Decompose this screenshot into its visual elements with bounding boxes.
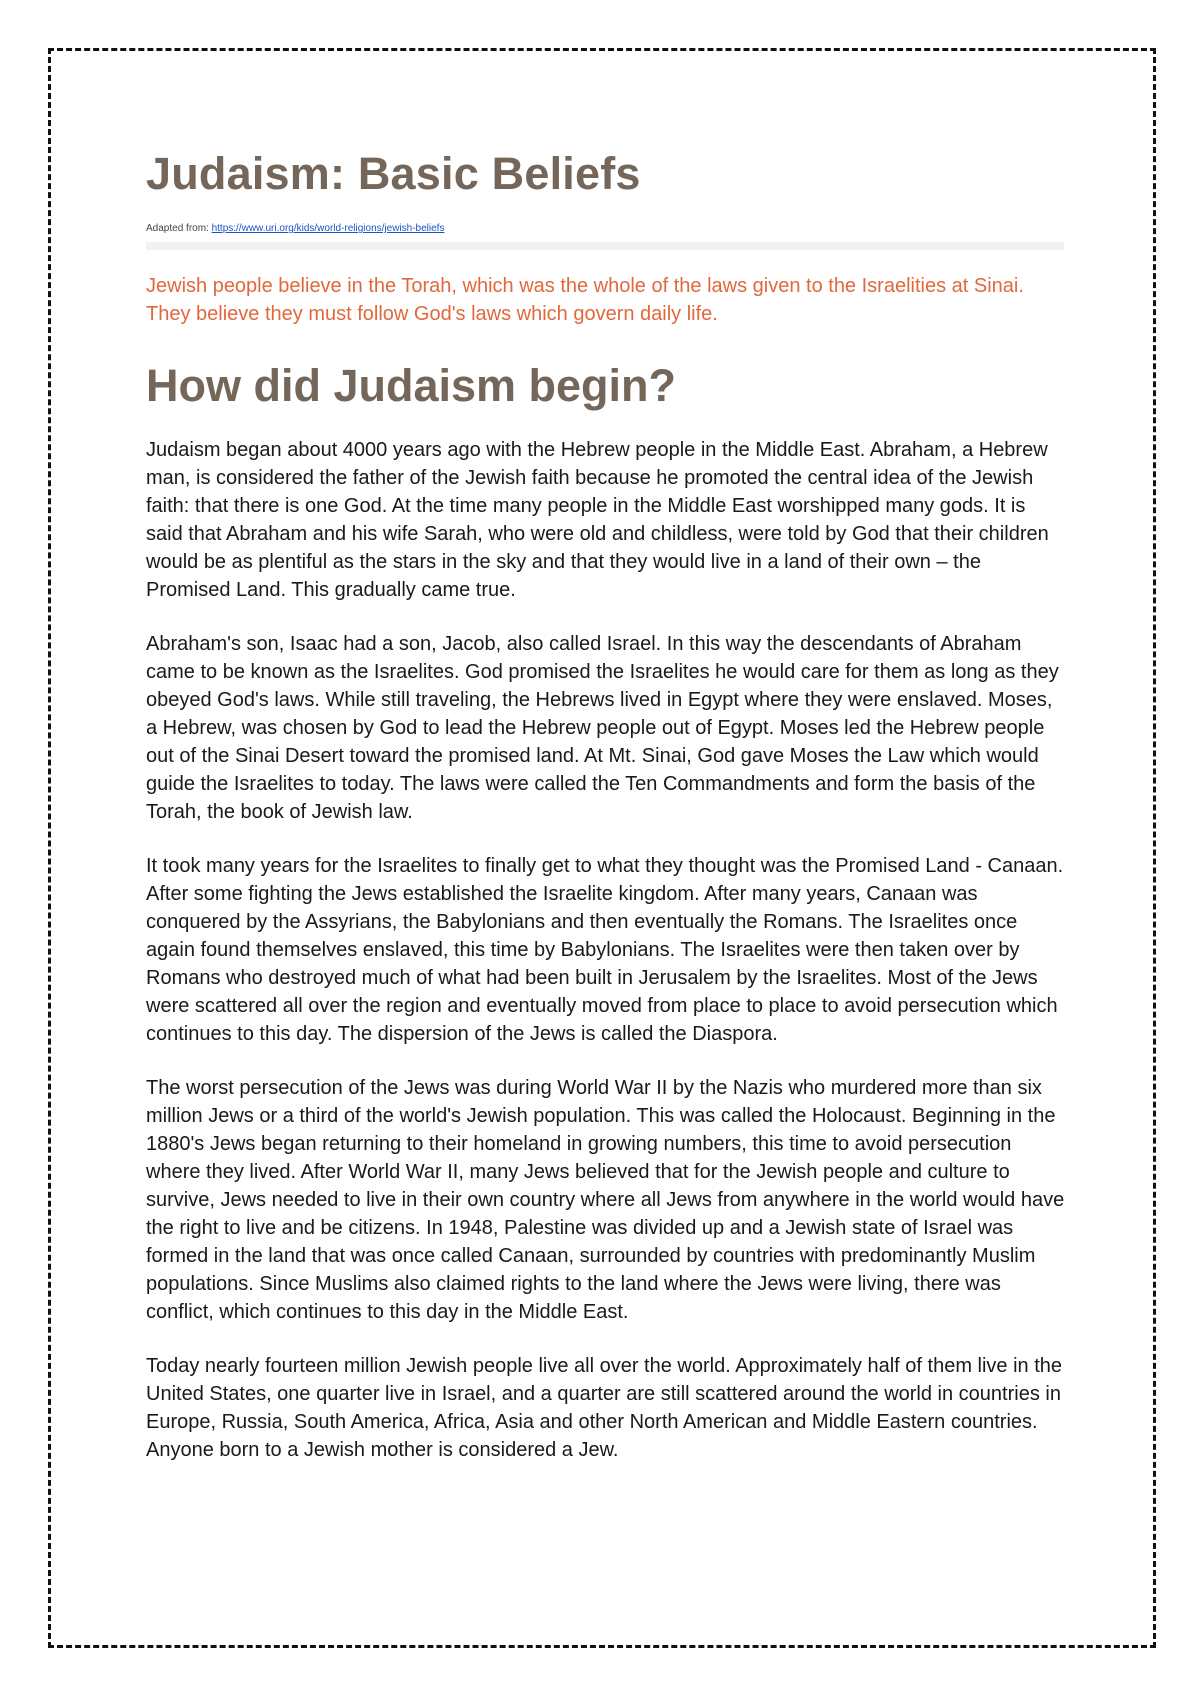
body-paragraph-5: Today nearly fourteen million Jewish people live all over the world. Approximately half of them live in the United States, one quarter live in Israel, and a quarter are still scattered around the world in countries in Europe, Russia, South America, Africa, Asia and other North American and Middle Eastern countries. Anyone born to a Jewish mother is considered a Jew. (146, 1355, 1063, 1461)
body-paragraph-1: Judaism began about 4000 years ago with the Hebrew people in the Middle East. Abraham, a Hebrew man, is considered the father of the Jewish faith because he promoted the central idea of the Jewish faith: that there is one God. At the time many people in the Middle East worshipped many gods. It is said that Abraham and his wife Sarah, who were old and childless, were told by God that their children would be as plentiful as the stars in the sky and that they would live in a land of their own – the Promised Land. This gradually came true. (146, 439, 1049, 601)
source-prefix: Adapted from: (146, 223, 212, 234)
body-paragraph-2: Abraham's son, Isaac had a son, Jacob, also called Israel. In this way the descendants of Abraham came to be known as the Israelites. God promised the Israelites he would care for them as long as they obeyed God's laws. While still traveling, the Hebrews lived in Egypt where they were enslaved. Moses, a Hebrew, was chosen by God to lead the Hebrew people out of Egypt. Moses led the Hebrew people out of the Sinai Desert toward the promised land. At Mt. Sinai, God gave Moses the Law which would guide the Israelites to today. The laws were called the Ten Commandments and form the basis of the Torah, the book of Jewish law. (146, 633, 1059, 823)
intro-paragraph: Jewish people believe in the Torah, which was the whole of the laws given to the Israelities at Sinai. They believe they must follow God's laws which govern daily life. (146, 275, 1024, 325)
body-paragraph-3: It took many years for the Israelites to finally get to what they thought was the Promised Land - Canaan. After some fighting the Jews established the Israelite kingdom. After many years, Canaan was conquered by the Assyrians, the Babylonians and then eventually the Romans. The Israelites once again found themselves enslaved, this time by Babylonians. The Israelites were then taken over by Romans who destroyed much of what had been built in Jerusalem by the Israelites. Most of the Jews were scattered all over the region and eventually moved from place to place to avoid persecution which continues to this day. The dispersion of the Jews is called the Diaspora. (146, 855, 1064, 1045)
page-title: Judaism: Basic Beliefs (146, 148, 641, 199)
document-content (146, 140, 1066, 1464)
source-attribution (146, 222, 1066, 236)
body-paragraph-4: The worst persecution of the Jews was during World War II by the Nazis who murdered more than six million Jews or a third of the world's Jewish population. This was called the Holocaust. Beginning in the 1880's Jews began returning to their homeland in growing numbers, this time to avoid persecution where they lived. After World War II, many Jews believed that for the Jewish people and culture to survive, Jews needed to live in their own country where all Jews from anywhere in the world would have the right to live and be citizens. In 1948, Palestine was divided up and a Jewish state of Israel was formed in the land that was once called Canaan, surrounded by countries with predominantly Muslim populations. Since Muslims also claimed rights to the land where the Jews were living, there was conflict, which continues to this day in the Middle East. (146, 1077, 1065, 1323)
header-divider (146, 242, 1064, 250)
section-heading: How did Judaism begin? (146, 360, 677, 411)
source-link[interactable]: https://www.uri.org/kids/world-religions/jewish-beliefs (211, 223, 445, 234)
